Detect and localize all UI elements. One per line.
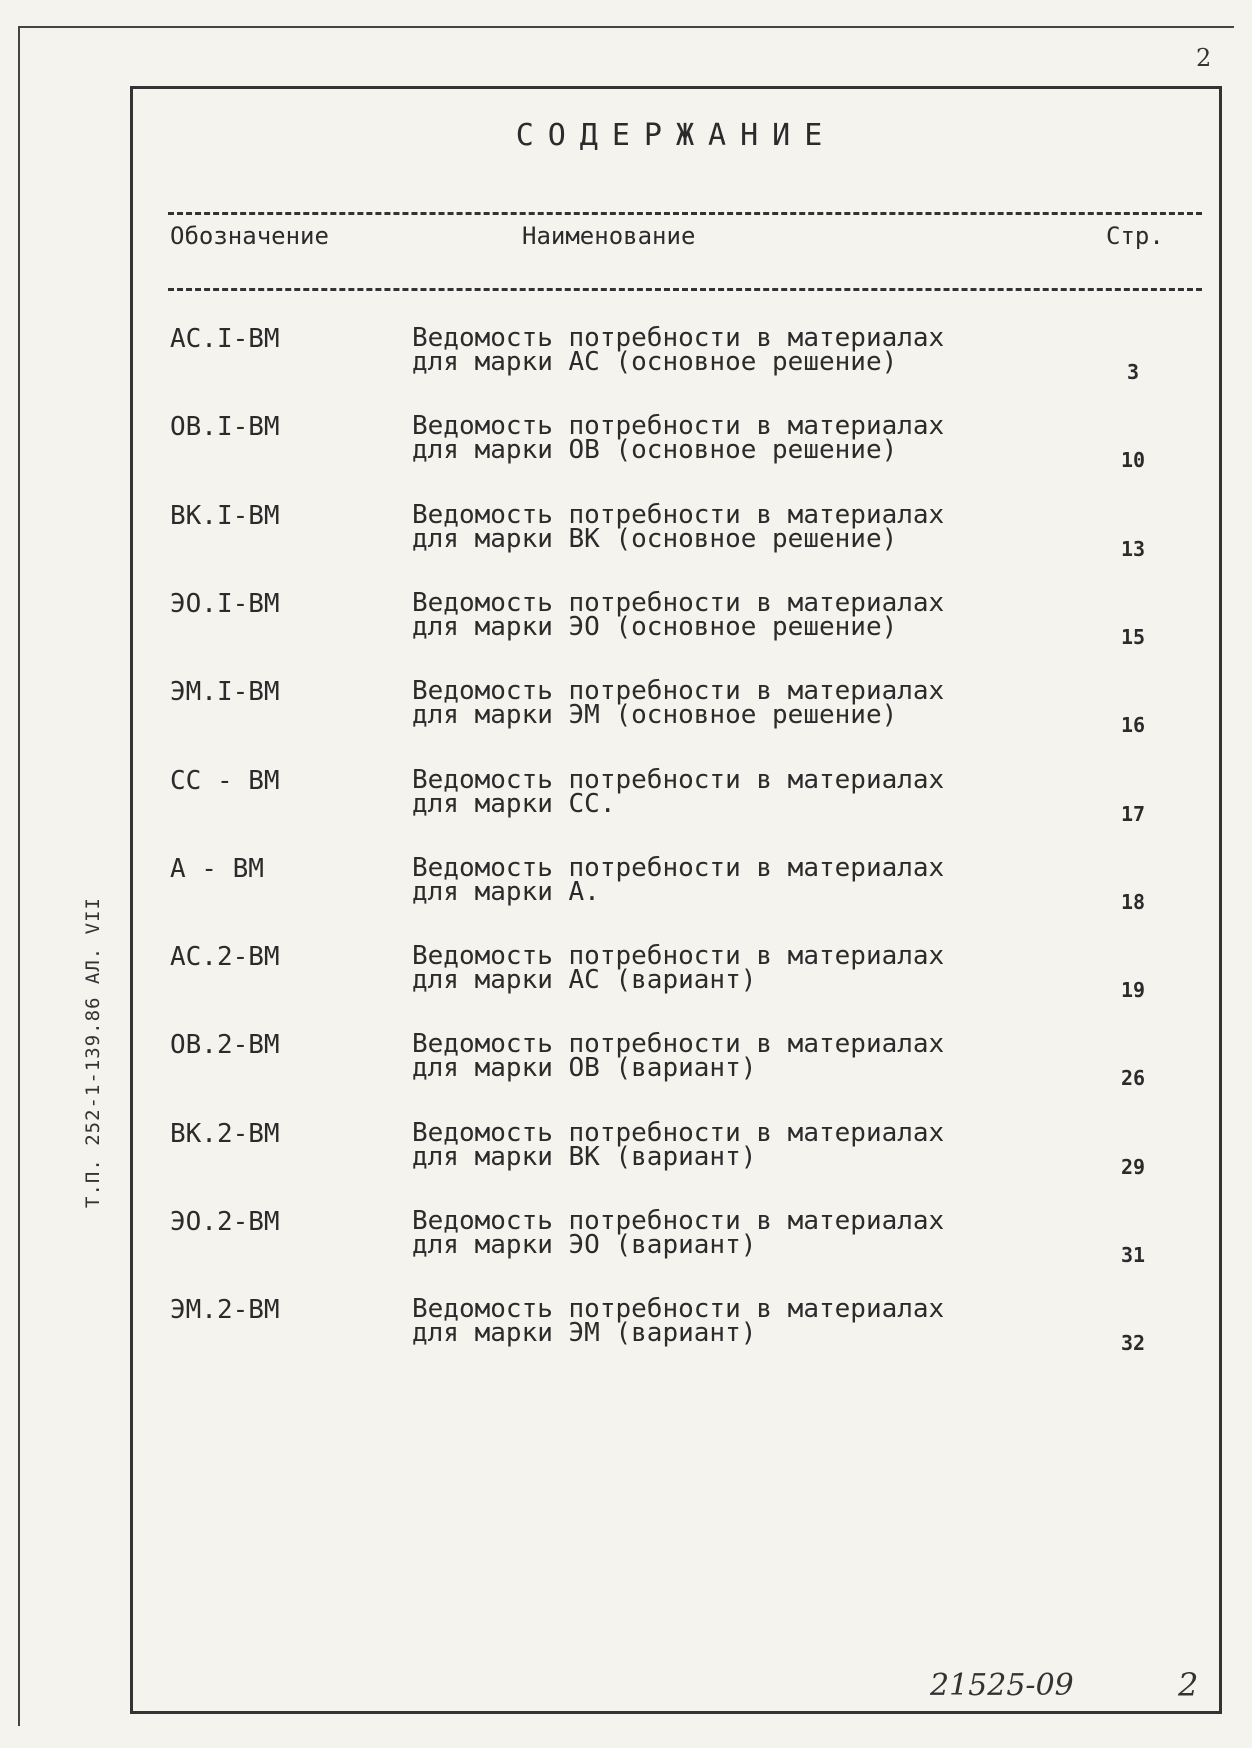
row-name-line1: Ведомость потребности в материалах <box>412 1206 945 1236</box>
contents-row <box>0 854 1252 924</box>
row-designation: ЭО.I-ВМ <box>170 588 280 619</box>
row-page: 3 <box>1126 360 1140 384</box>
contents-row <box>0 1030 1252 1100</box>
row-name-line2: для марки ЭМ (вариант) <box>412 1318 757 1349</box>
header-page: Стр. <box>1106 222 1164 250</box>
header-name: Наименование <box>522 222 696 250</box>
row-name <box>412 1294 945 1349</box>
row-designation: АС.2-ВМ <box>170 942 280 973</box>
contents-row <box>0 1295 1252 1365</box>
row-page: 26 <box>1120 1066 1146 1091</box>
row-designation: АС.I-ВМ <box>170 324 280 354</box>
contents-row <box>0 1207 1252 1277</box>
row-name <box>412 587 945 642</box>
sheet-number: 2 <box>1178 1666 1199 1704</box>
row-designation: СС - ВМ <box>170 765 280 796</box>
header-designation: Обозначение <box>170 222 329 250</box>
row-page: 17 <box>1120 801 1146 826</box>
row-name-line2: для марки А. <box>412 876 600 907</box>
row-name <box>412 499 945 554</box>
row-designation: А - ВМ <box>170 853 264 884</box>
row-designation: ОВ.2-ВМ <box>170 1030 280 1061</box>
header-bottom-divider <box>168 288 1202 291</box>
row-page: 16 <box>1120 713 1146 738</box>
document-number: 21525-09 <box>930 1668 1074 1703</box>
row-name-line2: для марки ВК (вариант) <box>412 1141 757 1172</box>
contents-row <box>0 324 1252 394</box>
row-designation: ЭМ.I-ВМ <box>170 677 280 708</box>
contents-row <box>0 942 1252 1012</box>
row-name-line2: для марки АС (основное решение) <box>412 347 898 377</box>
row-designation: ВК.2-ВМ <box>170 1118 280 1149</box>
row-page: 15 <box>1120 624 1146 649</box>
row-name <box>412 323 945 377</box>
corner-page-number: 2 <box>1196 44 1212 72</box>
row-page: 31 <box>1120 1243 1146 1267</box>
contents-row <box>0 677 1252 747</box>
row-page: 10 <box>1120 448 1146 473</box>
row-name-line1: Ведомость потребности в материалах <box>412 411 945 442</box>
row-name-line1: Ведомость потребности в материалах <box>412 1117 945 1148</box>
contents-row <box>0 1119 1252 1189</box>
header-top-divider <box>168 212 1202 215</box>
row-page: 18 <box>1120 889 1146 914</box>
contents-row <box>0 589 1252 659</box>
contents-row <box>0 501 1252 571</box>
row-name <box>412 1029 945 1084</box>
side-document-code: Т.П. 252-1-139.86 АЛ. VII <box>82 897 104 1208</box>
row-name-line1: Ведомость потребности в материалах <box>412 499 945 530</box>
row-name-line1: Ведомость потребности в материалах <box>412 941 945 972</box>
row-page: 19 <box>1120 978 1146 1003</box>
row-designation: ЭО.2-ВМ <box>170 1207 280 1237</box>
row-name <box>412 1206 945 1260</box>
row-designation: ЭМ.2-ВМ <box>170 1295 280 1326</box>
row-name-line1: Ведомость потребности в материалах <box>412 676 945 707</box>
row-name <box>412 411 945 466</box>
row-name <box>412 941 945 996</box>
row-name-line1: Ведомость потребности в материалах <box>412 1029 945 1060</box>
row-name-line2: для марки ОВ (вариант) <box>412 1053 757 1084</box>
contents-row <box>0 766 1252 836</box>
row-name-line1: Ведомость потребности в материалах <box>412 587 945 618</box>
row-name <box>412 676 945 731</box>
page-title: СОДЕРЖАНИЕ <box>515 118 837 153</box>
row-name <box>412 1117 945 1172</box>
row-name-line1: Ведомость потребности в материалах <box>412 764 945 795</box>
row-designation: ОВ.I-ВМ <box>170 412 280 443</box>
contents-row <box>0 412 1252 482</box>
row-name-line1: Ведомость потребности в материалах <box>412 1294 945 1325</box>
row-designation: ВК.I-ВМ <box>170 500 280 531</box>
row-name-line1: Ведомость потребности в материалах <box>412 323 945 353</box>
row-name-line2: для марки ЭО (основное решение) <box>412 611 898 642</box>
row-name <box>412 764 945 819</box>
row-name-line2: для марки АС (вариант) <box>412 965 757 996</box>
row-page: 29 <box>1120 1154 1146 1179</box>
row-name-line2: для марки СС. <box>412 788 616 819</box>
row-name-line2: для марки ЭО (вариант) <box>412 1230 757 1260</box>
row-name <box>412 852 945 907</box>
row-name-line2: для марки ОВ (основное решение) <box>412 435 898 466</box>
row-name-line2: для марки ВК (основное решение) <box>412 523 898 554</box>
row-page: 32 <box>1120 1331 1146 1356</box>
row-name-line2: для марки ЭМ (основное решение) <box>412 700 898 731</box>
row-name-line1: Ведомость потребности в материалах <box>412 852 945 883</box>
row-page: 13 <box>1120 536 1146 561</box>
